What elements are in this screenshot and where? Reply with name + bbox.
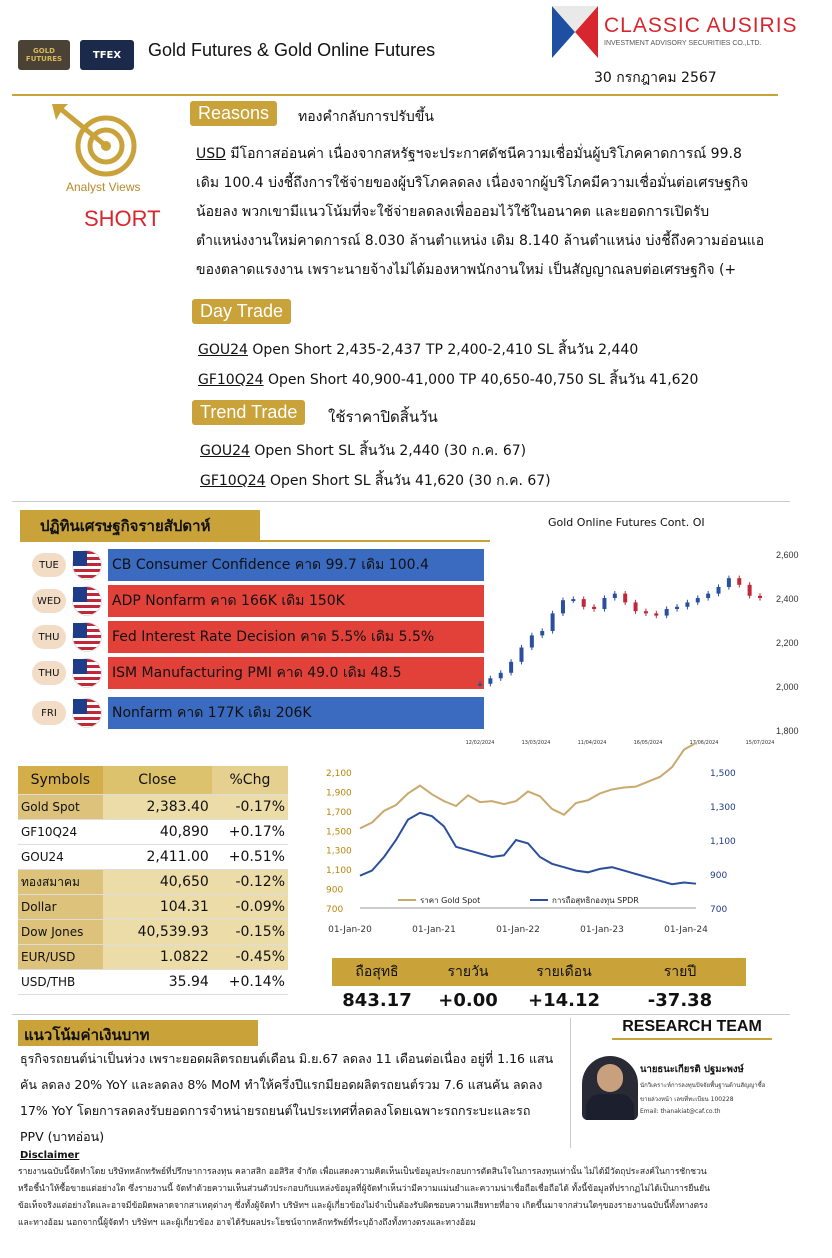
col-header-chg: %Chg <box>212 766 288 795</box>
baht-line: ธุรกิจรถยนต์น่าเป็นห่วง เพราะยอดผลิตรถยนต์เดือน มิ.ย.67 ลดลง 11 เดือนต่อเนื่อง อยู่ที่ 1.16 แสน <box>20 1051 554 1066</box>
calendar-row <box>32 656 484 690</box>
stat-value: +14.12 <box>527 990 601 1011</box>
candle <box>675 607 679 609</box>
trade-text: Open Short SL สิ้นวัน 41,620 (30 ก.ค. 67) <box>265 473 551 489</box>
close-cell: 35.94 <box>103 970 212 995</box>
day-trade-tag: Day Trade <box>192 299 291 324</box>
close-cell: 2,411.00 <box>103 845 212 870</box>
candle <box>644 611 648 613</box>
day-badge: TUE <box>32 553 66 577</box>
table-row <box>18 970 288 995</box>
usd-label: USD <box>196 146 226 162</box>
symbol-cell: Dollar <box>18 895 103 920</box>
candle <box>665 609 669 616</box>
trend-trade-tag: Trend Trade <box>192 400 305 425</box>
trend-trade-item <box>200 441 526 461</box>
left-y-tick: 1,900 <box>326 788 352 799</box>
y-tick-label: 1,800 <box>776 726 799 736</box>
y-tick-label: 2,000 <box>776 682 799 692</box>
calendar-title: ปฏิทินเศรษฐกิจรายสัปดาห์ <box>20 510 260 540</box>
baht-line: 17% YoY โดยการลดลงรับยอดการจำหน่ายรถยนต์ในประเทศที่ลดลงโดยเฉพาะรถกระบะและรถ <box>20 1103 531 1118</box>
reasons-line: น้อยลง พวกเขามีแนวโน้มที่จะใช้จ่ายลดลงเพื่อออมไว้ใช้ในอนาคต และยอดการเปิดรับ <box>196 204 710 220</box>
contract-code: GOU24 <box>198 342 248 358</box>
candle <box>478 684 482 686</box>
col-header-close: Close <box>103 766 212 795</box>
left-y-tick: 2,100 <box>326 769 352 779</box>
left-y-tick: 700 <box>326 905 344 915</box>
candle <box>540 631 544 635</box>
chg-cell: -0.12% <box>212 870 288 895</box>
table-row <box>18 795 288 820</box>
candle <box>706 594 710 598</box>
candle <box>582 599 586 607</box>
candle <box>592 607 596 609</box>
left-y-tick: 1,700 <box>326 807 352 818</box>
classic-ausiris-logo-icon <box>552 6 598 58</box>
x-tick-label: 12/02/2024 <box>465 740 495 746</box>
close-cell: 104.31 <box>103 895 212 920</box>
contract-code: GOU24 <box>200 443 250 459</box>
research-team-title: RESEARCH TEAM <box>612 1018 772 1040</box>
event-bar: ADP Nonfarm คาด 166K เดิม 150K <box>108 585 484 617</box>
us-flag-icon <box>72 658 102 688</box>
us-flag-icon <box>72 698 102 728</box>
analyst-view-short: SHORT <box>84 206 161 231</box>
calendar-row <box>32 620 484 654</box>
trend-trade-item <box>200 471 551 491</box>
trade-text: Open Short 2,435-2,437 TP 2,400-2,410 SL สิ้นวัน 2,440 <box>247 342 639 358</box>
reasons-line: ของตลาดแรงงาน เพราะนายจ้างไม่ได้มองหาพนักงานใหม่ เป็นสัญญาณลบต่อเศรษฐกิจ (+ <box>196 262 737 278</box>
trade-text: Open Short SL สิ้นวัน 2,440 (30 ก.ค. 67) <box>249 443 527 459</box>
reasons-body <box>196 140 816 285</box>
day-badge: THU <box>32 625 66 649</box>
baht-body <box>20 1046 568 1150</box>
symbol-cell: USD/THB <box>18 970 103 995</box>
header-divider <box>12 94 778 96</box>
candle <box>696 598 700 602</box>
chg-cell: -0.17% <box>212 795 288 820</box>
vertical-divider <box>570 1018 571 1148</box>
candle <box>509 662 513 673</box>
tfex-logo: TFEX <box>80 40 134 70</box>
x-tick-label: 01-Jan-21 <box>412 925 456 935</box>
market-table <box>18 766 288 995</box>
spdr-stats <box>332 958 746 1011</box>
analyst-role2: ขายล่วงหน้า เลขที่ทะเบียน 100228 <box>640 1096 734 1103</box>
event-bar: CB Consumer Confidence คาด 99.7 เดิม 100.4 <box>108 549 484 581</box>
table-row <box>18 945 288 970</box>
candle <box>613 594 617 598</box>
calendar-row <box>32 696 484 730</box>
reasons-line: เดิม 100.4 บ่งชี้ถึงการใช้จ่ายของผู้บริโภคลดลง เนื่องจากผู้บริโภคมีความเชื่อมั่นต่อเศรษฐกิจ <box>196 175 749 191</box>
disclaimer-line: และทางอ้อม นอกจากนี้ผู้จัดทำ บริษัทฯ และผู้เกี่ยวข้อง อาจได้รับผลประโยชน์จากหลักทรัพย์ที่ระบุอ้างถึงทั้งทางตรงและทางอ้อม <box>18 1218 476 1228</box>
stat-value: +0.00 <box>438 990 498 1011</box>
candle <box>685 602 689 606</box>
reasons-line: ตำแหน่งงานใหม่คาดการณ์ 8.030 ล้านตำแหน่ง เดิม 8.140 ล้านตำแหน่ง บ่งชี้ถึงความอ่อนแอ <box>196 233 765 249</box>
stat-header: รายปี <box>614 958 746 986</box>
close-cell: 40,890 <box>103 820 212 845</box>
candle <box>758 596 762 598</box>
left-y-tick: 900 <box>326 885 344 896</box>
x-tick-label: 15/07/2024 <box>745 740 775 746</box>
day-badge: THU <box>32 661 66 685</box>
gold-oi-chart <box>465 540 810 750</box>
table-row <box>18 920 288 945</box>
page-title: Gold Futures & Gold Online Futures <box>148 40 436 60</box>
analyst-role: นักวิเคราะห์การลงทุนปัจจัยพื้นฐานด้านสัญญาซื้อ <box>640 1082 766 1089</box>
right-y-tick: 1,100 <box>710 837 736 847</box>
symbol-cell: Dow Jones <box>18 920 103 945</box>
reasons-tag: Reasons <box>190 101 277 126</box>
candle <box>748 585 752 596</box>
gold-oi-chart-title: Gold Online Futures Cont. OI <box>548 516 705 529</box>
candle <box>561 600 565 613</box>
us-flag-icon <box>72 586 102 616</box>
symbol-cell: GOU24 <box>18 845 103 870</box>
baht-line: คัน ลดลง 20% YoY และลดลง 8% MoM ทำให้ครึ่งปีแรกมียอดผลิตรถยนต์รวม 7.6 แสนคัน ลดลง <box>20 1077 543 1092</box>
chg-cell: +0.17% <box>212 820 288 845</box>
section-divider <box>12 501 790 502</box>
analyst-email: Email: thanakiat@caf.co.th <box>640 1108 721 1115</box>
event-bar: Nonfarm คาด 177K เดิม 206K <box>108 697 484 729</box>
right-y-tick: 1,500 <box>710 769 736 779</box>
calendar-row <box>32 584 484 618</box>
x-tick-label: 01-Jan-20 <box>328 925 372 935</box>
baht-title: แนวโน้มค่าเงินบาท <box>18 1020 258 1046</box>
stat-value: -37.38 <box>647 990 713 1011</box>
y-tick-label: 2,200 <box>776 638 799 648</box>
company-name: CLASSIC AUSIRIS <box>604 14 798 37</box>
close-cell: 1.0822 <box>103 945 212 970</box>
candle <box>654 613 658 615</box>
candle <box>737 578 741 585</box>
disclaimer-line: รายงานฉบับนี้จัดทำโดย บริษัทหลักทรัพย์ที่ปรึกษาการลงทุน คลาสสิก ออสิริส จำกัด เพื่อแสดงความคิดเห็นเป็นข้อมูลประกอบการตัดสินใจในการลงทุนเท่านั้น ไม่ได้มีวัตถุประสงค์ในการชักชวน <box>18 1167 707 1177</box>
y-tick-label: 2,400 <box>776 594 799 604</box>
series-line <box>360 743 696 828</box>
target-icon <box>44 100 154 180</box>
symbol-cell: Gold Spot <box>18 795 103 820</box>
legend-label: ราคา Gold Spot <box>420 896 481 905</box>
day-trade-item <box>198 340 638 360</box>
contract-code: GF10Q24 <box>200 473 266 489</box>
table-row <box>18 845 288 870</box>
disclaimer-line: ข้อเท็จจริงแต่อย่างใดและอาจมีข้อผิดพลาดจากสาเหตุต่างๆ ซึ่งทั้งผู้จัดทำ บริษัทฯ และผู้เกี่ยวข้องไม่จำเป็นต้องรับผิดชอบความเสียหายที่อาจ เกิดขึ้นมาจากส่วนใดๆของรายงานฉบับนี้ทั้งทางตรง <box>18 1201 708 1211</box>
chg-cell: -0.15% <box>212 920 288 945</box>
disclaimer-body <box>18 1164 818 1232</box>
gold-futures-logo: GOLD FUTURES <box>18 40 70 70</box>
calendar-row <box>32 548 484 582</box>
right-y-tick: 1,300 <box>710 803 736 813</box>
candle <box>571 599 575 601</box>
left-y-tick: 1,500 <box>326 827 352 838</box>
stat-header: รายเดือน <box>514 958 614 986</box>
day-trade-item <box>198 370 698 390</box>
candle <box>727 578 731 587</box>
calendar-underline <box>20 540 490 542</box>
x-tick-label: 13/03/2024 <box>521 740 551 746</box>
chg-cell: -0.09% <box>212 895 288 920</box>
trade-text: Open Short 40,900-41,000 TP 40,650-40,750 SL สิ้นวัน 41,620 <box>263 372 699 388</box>
disclaimer-line: หรือชี้นำให้ซื้อขายแต่อย่างใด ซึ่งรายงานนี้ จัดทำด้วยความเห็นส่วนตัวประกอบกับแหล่งข้อมูลที่ผู้จัดทำเห็นว่ามีความแม่นยำและความน่าเชื่อถือเชื่อถือได้ ทั้งนี้ข้อมูลที่ปรากฏไม่ได้เป็นการยืนยัน <box>18 1184 710 1194</box>
candle <box>634 602 638 611</box>
candle <box>519 648 523 662</box>
gold-spdr-chart <box>320 762 740 942</box>
analyst-views-label: Analyst Views <box>66 180 141 194</box>
close-cell: 40,539.93 <box>103 920 212 945</box>
col-header-symbols: Symbols <box>18 766 103 795</box>
candle <box>602 598 606 609</box>
section-divider <box>12 1014 790 1015</box>
x-tick-label: 11/04/2024 <box>577 740 607 746</box>
chg-cell: +0.51% <box>212 845 288 870</box>
x-tick-label: 01-Jan-22 <box>496 925 540 935</box>
x-tick-label: 17/06/2024 <box>689 740 719 746</box>
chg-cell: +0.14% <box>212 970 288 995</box>
x-tick-label: 01-Jan-23 <box>580 925 624 935</box>
table-row <box>18 820 288 845</box>
left-y-tick: 1,300 <box>326 846 352 857</box>
symbol-cell: ทองสมาคม <box>18 870 103 895</box>
stat-value: 843.17 <box>342 990 412 1011</box>
candle <box>499 673 503 679</box>
event-bar: Fed Interest Rate Decision คาด 5.5% เดิม 5.5% <box>108 621 484 653</box>
reasons-line: มีโอกาสอ่อนค่า เนื่องจากสหรัฐฯจะประกาศดัชนีความเชื่อมั่นผู้บริโภคคาดการณ์ 99.8 <box>225 146 742 162</box>
stat-header: ถือสุทธิ <box>332 958 422 986</box>
trend-trade-note: ใช้ราคาปิดสิ้นวัน <box>328 408 438 426</box>
analyst-avatar <box>582 1056 638 1120</box>
stat-header: รายวัน <box>422 958 514 986</box>
table-row <box>18 870 288 895</box>
us-flag-icon <box>72 550 102 580</box>
close-cell: 40,650 <box>103 870 212 895</box>
candle <box>488 678 492 684</box>
candle <box>623 594 627 603</box>
right-y-tick: 700 <box>710 905 728 915</box>
candle <box>551 613 555 631</box>
day-badge: WED <box>32 589 66 613</box>
x-tick-label: 01-Jan-24 <box>664 925 708 935</box>
baht-line: PPV (บาทอ่อน) <box>20 1129 105 1144</box>
symbol-cell: GF10Q24 <box>18 820 103 845</box>
left-y-tick: 1,100 <box>326 866 352 877</box>
disclaimer-title: Disclaimer <box>20 1150 80 1161</box>
reasons-headline: ทองคำกลับการปรับขึ้น <box>298 109 434 125</box>
symbol-cell: EUR/USD <box>18 945 103 970</box>
table-row <box>18 895 288 920</box>
series-line <box>360 813 696 884</box>
legend-label: การถือสุทธิกองทุน SPDR <box>552 896 639 905</box>
candle <box>717 587 721 594</box>
event-bar: ISM Manufacturing PMI คาด 49.0 เดิม 48.5 <box>108 657 484 689</box>
day-badge: FRI <box>32 701 66 725</box>
chg-cell: -0.45% <box>212 945 288 970</box>
us-flag-icon <box>72 622 102 652</box>
close-cell: 2,383.40 <box>103 795 212 820</box>
report-date: 30 กรกฎาคม 2567 <box>594 70 717 86</box>
contract-code: GF10Q24 <box>198 372 264 388</box>
candle <box>530 635 534 647</box>
analyst-name: นายธนะเกียรติ ปฐมะพงษ์ <box>640 1064 744 1075</box>
y-tick-label: 2,600 <box>776 550 799 560</box>
x-tick-label: 16/05/2024 <box>633 740 663 746</box>
company-subtitle: INVESTMENT ADVISORY SECURITIES CO.,LTD. <box>604 40 762 47</box>
right-y-tick: 900 <box>710 871 728 881</box>
